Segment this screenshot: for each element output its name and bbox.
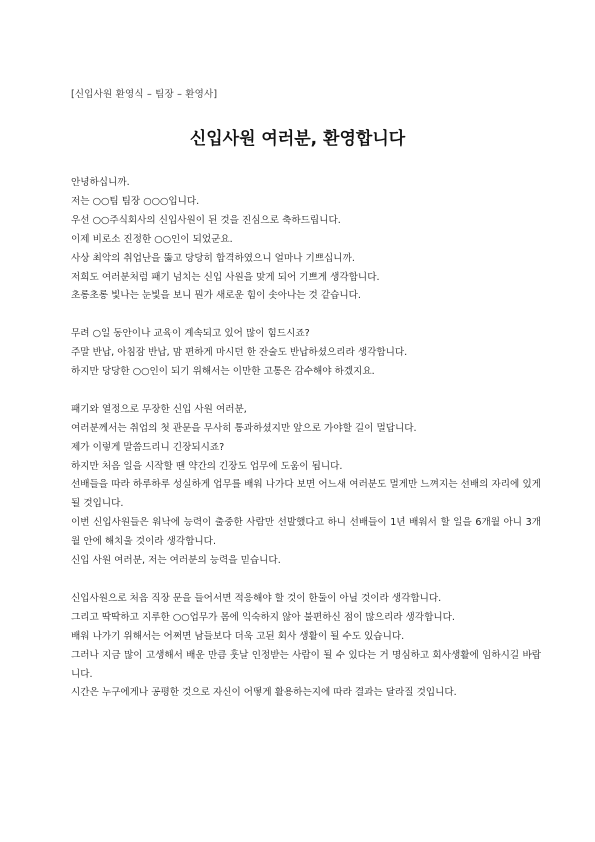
text-line: 이제 비로소 진정한 ○○인이 되었군요.: [71, 233, 233, 245]
text-line: 패기와 열정으로 무장한 신입 사원 여러분,: [71, 403, 247, 415]
text-line: 하지만 처음 일을 시작할 땐 약간의 긴장도 업무에 도움이 됩니다.: [71, 460, 343, 472]
text-line: 저는 ○○팀 팀장 ○○○입니다.: [71, 195, 200, 207]
text-line: 신입 사원 여러분, 저는 여러분의 능력을 믿습니다.: [71, 555, 281, 567]
page-title: 신입사원 여러분, 환영합니다: [189, 129, 406, 149]
text-line: 배워 나가기 위해서는 어쩌면 남들보다 더욱 고된 회사 생활이 될 수도 있습니다.: [71, 630, 405, 642]
text-line: 주말 반납, 아침잠 반납, 맘 편하게 마시던 한 잔술도 반납하셨으리라 생각합니다.: [71, 347, 408, 359]
document-category-tag: [신입사원 환영식 – 팀장 – 환영사]: [71, 89, 218, 100]
paragraph-training: [71, 325, 541, 382]
text-line: 우선 ○○주식회사의 신입사원이 된 것을 진심으로 축하드립니다.: [71, 214, 341, 226]
text-line: 안녕하십니까.: [71, 177, 130, 188]
text-line: 저희도 여러분처럼 패기 넘치는 신입 사원을 맞게 되어 기쁘게 생각합니다.: [71, 271, 380, 283]
text-line: 그러나 지금 많이 고생해서 배운 만큼 훗날 인정받는 사람이 될 수 있다는 거 명심하고 회사생활에 임하시길 바랍니다.: [71, 649, 541, 680]
text-line: 이번 신입사원들은 워낙에 능력이 출중한 사람만 선발했다고 하니 선배들이 1년 배워서 할 일을 6개월 아니 3개월 안에 해치울 것이라 생각합니다.: [71, 517, 541, 548]
speech-body: [71, 174, 541, 703]
paragraph-greeting: [71, 174, 541, 306]
text-line: 신입사원으로 처음 직장 문을 들어서면 적응해야 할 것이 한둘이 아닐 것이라 생각합니다.: [71, 592, 442, 604]
text-line: 제가 이렇게 말씀드리니 긴장되시죠?: [71, 441, 225, 453]
paragraph-encouragement: [71, 401, 541, 571]
text-line: 선배들을 따라 하루하루 성실하게 업무를 배워 나가다 보면 어느새 여러분도 멀게만 느껴지는 선배의 자리에 있게 될 것입니다.: [71, 479, 541, 510]
text-line: 사상 최악의 취업난을 뚫고 당당히 합격하였으니 얼마나 기쁘십니까.: [71, 252, 355, 264]
text-line: 무려 ○일 동안이나 교육이 계속되고 있어 많이 힘드시죠?: [71, 328, 310, 340]
text-line: 시간은 누구에게나 공평한 것으로 자신이 어떻게 활용하는지에 따라 결과는 달라질 것입니다.: [71, 687, 457, 699]
text-line: 여러분께서는 취업의 첫 관문을 무사히 통과하셨지만 앞으로 가야할 길이 멀답니다.: [71, 422, 417, 434]
text-line: 초롱초롱 빛나는 눈빛을 보니 뭔가 새로운 힘이 솟아나는 것 같습니다.: [71, 290, 361, 302]
text-line: 그리고 딱딱하고 지루한 ○○업무가 몸에 익숙하지 않아 불편하신 점이 많으리라 생각합니다.: [71, 611, 455, 623]
paragraph-advice: [71, 590, 541, 703]
text-line: 하지만 당당한 ○○인이 되기 위해서는 이만한 고통은 감수해야 하겠지요.: [71, 366, 375, 378]
